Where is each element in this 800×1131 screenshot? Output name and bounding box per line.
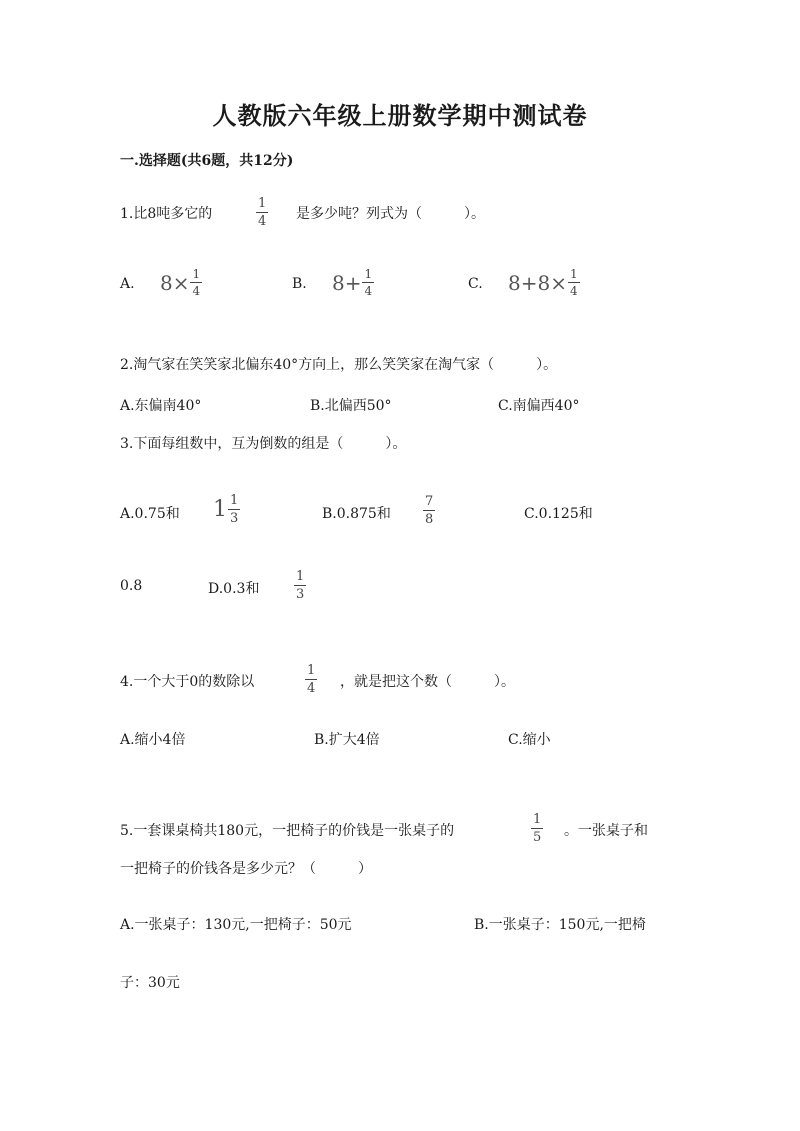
q1-text-before: 1.比8吨多它的 bbox=[120, 206, 213, 222]
q3-option-c-continued: 0.8 bbox=[120, 578, 143, 594]
q5-option-b-continued: 子：30元 bbox=[120, 975, 180, 991]
q4-fraction: 1 4 bbox=[307, 663, 316, 696]
q1-option-c-label[interactable]: C. bbox=[468, 276, 483, 292]
q2-option-b[interactable]: B.北偏西50° bbox=[310, 398, 392, 414]
q2-option-a[interactable]: A.东偏南40° bbox=[120, 398, 202, 414]
q5-text-before: 5.一套课桌椅共180元，一把椅子的价钱是一张桌子的 bbox=[120, 823, 455, 839]
q3-option-d-fraction: 1 3 bbox=[296, 569, 305, 602]
q3-option-a[interactable]: A.0.75和 bbox=[120, 506, 180, 522]
q3-text: 3.下面每组数中，互为倒数的组是（ ）。 bbox=[120, 436, 407, 452]
page-title: 人教版六年级上册数学期中测试卷 bbox=[212, 101, 588, 130]
q3-option-a-mixed-number: 1 $\frac{1}{3}$ bbox=[213, 493, 239, 526]
q1-fraction: 1 4 bbox=[258, 196, 267, 229]
q4-option-b[interactable]: B.扩大4倍 bbox=[314, 732, 380, 748]
q1-option-a-label[interactable]: A. bbox=[120, 276, 135, 292]
q4-option-a[interactable]: A.缩小4倍 bbox=[120, 732, 186, 748]
section-heading: 一.选择题(共6题，共12分) bbox=[120, 153, 294, 169]
q1-option-b-label[interactable]: B. bbox=[292, 276, 307, 292]
q3-option-d[interactable]: D.0.3和 bbox=[208, 581, 260, 597]
q3-option-b[interactable]: B.0.875和 bbox=[322, 506, 391, 522]
q1-option-c-expr: 8+8× $\frac{1}{4}$ bbox=[508, 267, 578, 298]
q3-option-c[interactable]: C.0.125和 bbox=[524, 506, 593, 522]
q5-text-line2: 一把椅子的价钱各是多少元？（ ） bbox=[120, 861, 372, 877]
q5-option-a[interactable]: A.一张桌子：130元,一把椅子：50元 bbox=[120, 917, 352, 933]
q4-option-c[interactable]: C.缩小 bbox=[508, 732, 551, 748]
q1-option-a-expr: 8× $\frac{1}{4}$ bbox=[160, 267, 201, 298]
q2-text: 2.淘气家在笑笑家北偏东40°方向上，那么笑笑家在淘气家（ ）。 bbox=[120, 357, 558, 373]
q4-text-after: ，就是把这个数（ ）。 bbox=[340, 674, 515, 690]
q5-text-after: 。一张桌子和 bbox=[564, 823, 648, 839]
q4-text-before: 4.一个大于0的数除以 bbox=[120, 674, 255, 690]
q3-option-b-fraction: 7 8 bbox=[425, 494, 434, 527]
q1-option-b-expr: 8+ $\frac{1}{4}$ bbox=[332, 267, 373, 298]
q5-option-b[interactable]: B.一张桌子：150元,一把椅 bbox=[474, 917, 646, 933]
q2-option-c[interactable]: C.南偏西40° bbox=[498, 398, 580, 414]
q1-text-after: 是多少吨？列式为（ ）。 bbox=[296, 206, 485, 222]
q5-fraction: 1 5 bbox=[533, 812, 542, 845]
